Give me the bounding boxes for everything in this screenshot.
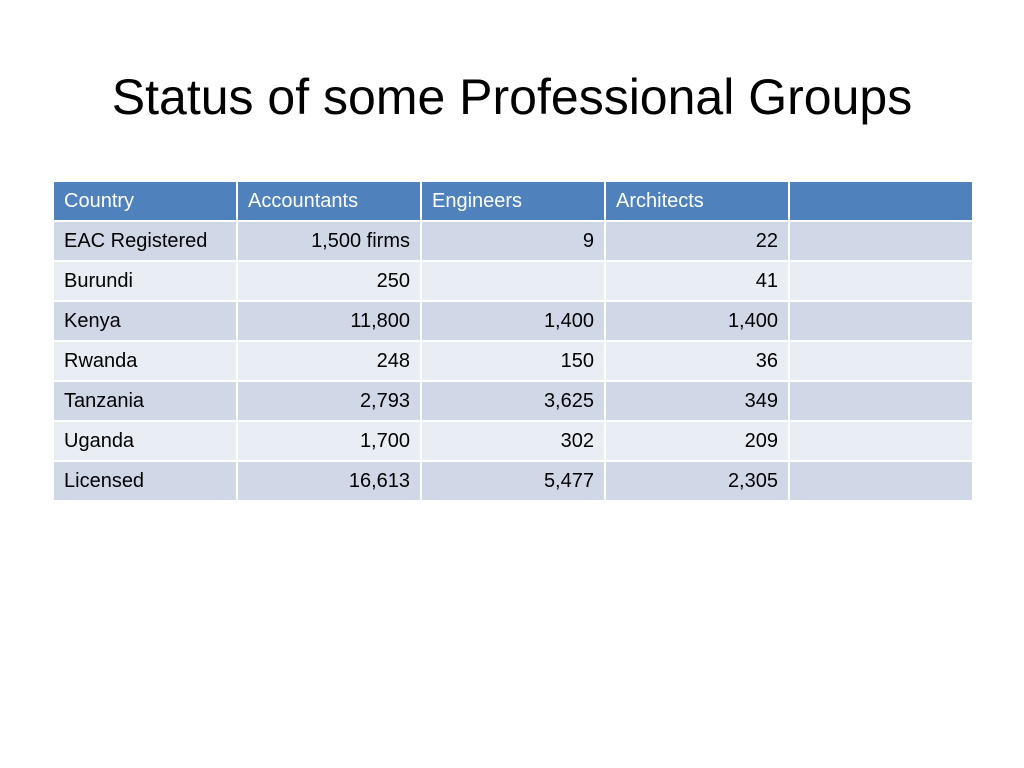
- cell-country: Rwanda: [53, 341, 237, 381]
- slide-title: Status of some Professional Groups: [111, 69, 913, 125]
- header-country: Country: [53, 181, 237, 221]
- table-row: [53, 421, 973, 461]
- cell-empty: [789, 461, 973, 501]
- cell-architects: 22: [605, 221, 789, 261]
- cell-architects: 2,305: [605, 461, 789, 501]
- cell-empty: [789, 221, 973, 261]
- header-architects: Architects: [605, 181, 789, 221]
- professional-groups-table: [52, 180, 974, 502]
- cell-architects: 41: [605, 261, 789, 301]
- cell-country: Uganda: [53, 421, 237, 461]
- cell-empty: [789, 341, 973, 381]
- cell-empty: [789, 421, 973, 461]
- cell-architects: 349: [605, 381, 789, 421]
- cell-engineers: 1,400: [421, 301, 605, 341]
- header-engineers: Engineers: [421, 181, 605, 221]
- header-row: [53, 181, 973, 221]
- cell-country: EAC Registered: [53, 221, 237, 261]
- cell-architects: 36: [605, 341, 789, 381]
- cell-country: Kenya: [53, 301, 237, 341]
- cell-empty: [789, 301, 973, 341]
- table-row: [53, 221, 973, 261]
- cell-accountants: 250: [237, 261, 421, 301]
- cell-accountants: 1,700: [237, 421, 421, 461]
- cell-accountants: 248: [237, 341, 421, 381]
- table-row: [53, 461, 973, 501]
- table-row: [53, 301, 973, 341]
- cell-accountants: 1,500 firms: [237, 221, 421, 261]
- cell-country: Licensed: [53, 461, 237, 501]
- cell-engineers: [421, 261, 605, 301]
- cell-accountants: 11,800: [237, 301, 421, 341]
- cell-engineers: 302: [421, 421, 605, 461]
- cell-country: Burundi: [53, 261, 237, 301]
- header-accountants: Accountants: [237, 181, 421, 221]
- cell-accountants: 2,793: [237, 381, 421, 421]
- cell-empty: [789, 261, 973, 301]
- cell-empty: [789, 381, 973, 421]
- cell-country: Tanzania: [53, 381, 237, 421]
- table-row: [53, 341, 973, 381]
- cell-engineers: 150: [421, 341, 605, 381]
- cell-architects: 209: [605, 421, 789, 461]
- cell-architects: 1,400: [605, 301, 789, 341]
- header-empty: [789, 181, 973, 221]
- cell-engineers: 9: [421, 221, 605, 261]
- cell-engineers: 3,625: [421, 381, 605, 421]
- table-row: [53, 381, 973, 421]
- table-row: [53, 261, 973, 301]
- cell-engineers: 5,477: [421, 461, 605, 501]
- cell-accountants: 16,613: [237, 461, 421, 501]
